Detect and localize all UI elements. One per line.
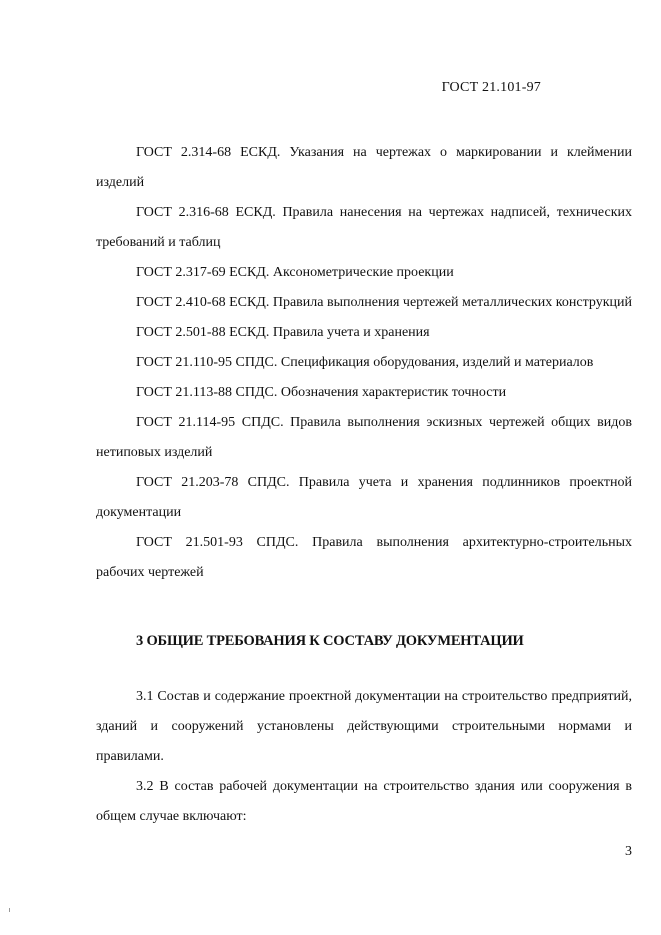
reference-item: ГОСТ 21.110-95 СПДС. Спецификация оборудования, изделий и материалов — [136, 355, 594, 370]
reference-item: ГОСТ 21.114-95 СПДС. Правила выполнения эскизных чертежей общих видов нетиповых изделий — [96, 415, 632, 460]
reference-item: ГОСТ 2.410-68 ЕСКД. Правила выполнения чертежей металлических конструкций — [136, 295, 632, 310]
normative-references-list — [96, 138, 632, 588]
reference-item: ГОСТ 2.314-68 ЕСКД. Указания на чертежах о маркировании и клеймении изделий — [96, 145, 632, 190]
reference-item: ГОСТ 21.501-93 СПДС. Правила выполнения архитектурно-строительных рабочих чертежей — [96, 535, 632, 580]
paragraph-3-2: 3.2 В состав рабочей документации на строительство здания или сооружения в общем случае включают: — [96, 779, 632, 824]
reference-item: ГОСТ 21.203-78 СПДС. Правила учета и хранения подлинников проектной документации — [96, 475, 632, 520]
reference-item: ГОСТ 21.113-88 СПДС. Обозначения характеристик точности — [136, 385, 507, 400]
document-code-header: ГОСТ 21.101-97 — [441, 80, 541, 95]
page-number: 3 — [625, 844, 632, 859]
reference-item: ГОСТ 2.317-69 ЕСКД. Аксонометрические проекции — [136, 265, 454, 280]
reference-item: ГОСТ 2.501-88 ЕСКД. Правила учета и хранения — [136, 325, 430, 340]
section-heading: 3 ОБЩИЕ ТРЕБОВАНИЯ К СОСТАВУ ДОКУМЕНТАЦИИ — [136, 633, 524, 649]
page-content — [96, 138, 632, 832]
reference-item: ГОСТ 2.316-68 ЕСКД. Правила нанесения на чертежах надписей, технических требований и таблиц — [96, 205, 632, 250]
paragraph-3-1: 3.1 Состав и содержание проектной документации на строительство предприятий, зданий и сооружений установлены действующими строительными нормами и правилами. — [96, 689, 632, 764]
scan-mark — [9, 908, 10, 912]
